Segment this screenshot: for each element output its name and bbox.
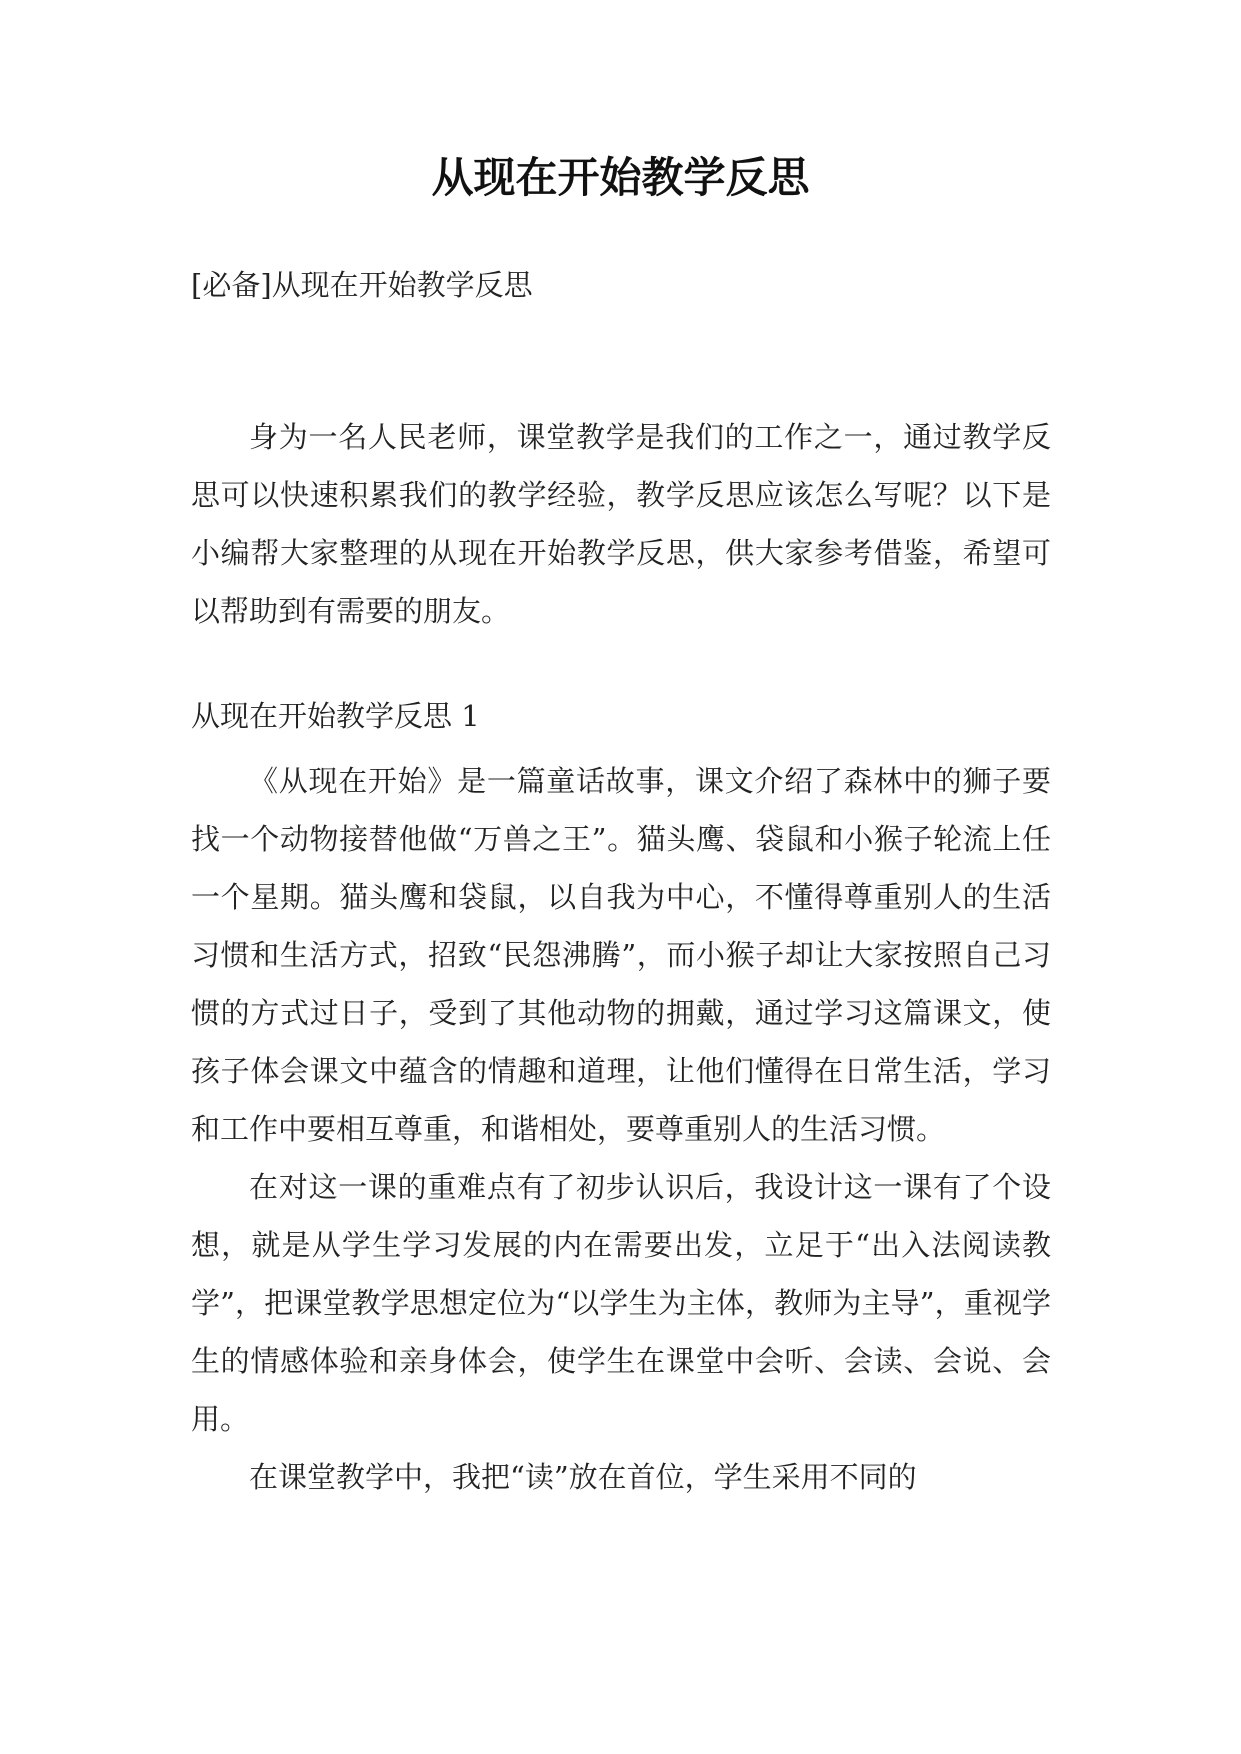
body-paragraph-3: 在课堂教学中，我把“读”放在首位，学生采用不同的: [249, 1460, 917, 1494]
body-paragraph-2: 在对这一课的重难点有了初步认识后，我设计这一课有了个设想，就是从学生学习发展的内在需要出发，立足于“出入法阅读教学”，把课堂教学思想定位为“以学生为主体，教师为主导”，重视学生的情感体验和亲身体会，使学生在课堂中会听、会读、会说、会用。: [191, 1170, 1051, 1436]
section-heading: 从现在开始教学反思 1: [191, 699, 480, 733]
document-subtitle: [必备]从现在开始教学反思: [191, 268, 533, 302]
body-paragraph-1: 《从现在开始》是一篇童话故事，课文介绍了森林中的狮子要找一个动物接替他做“万兽之王”。猫头鹰、袋鼠和小猴子轮流上任一个星期。猫头鹰和袋鼠，以自我为中心，不懂得尊重别人的生活习惯和生活方式，招致“民怨沸腾”，而小猴子却让大家按照自己习惯的方式过日子，受到了其他动物的拥戴，通过学习这篇课文，使孩子体会课文中蕴含的情趣和道理，让他们懂得在日常生活，学习和工作中要相互尊重，和谐相处，要尊重别人的生活习惯。: [191, 764, 1051, 1146]
section-body: [191, 752, 1051, 1506]
document-title: 从现在开始教学反思: [431, 153, 810, 202]
intro-paragraph: 身为一名人民老师，课堂教学是我们的工作之一，通过教学反思可以快速积累我们的教学经验，教学反思应该怎么写呢？以下是小编帮大家整理的从现在开始教学反思，供大家参考借鉴，希望可以帮助到有需要的朋友。: [191, 420, 1051, 628]
